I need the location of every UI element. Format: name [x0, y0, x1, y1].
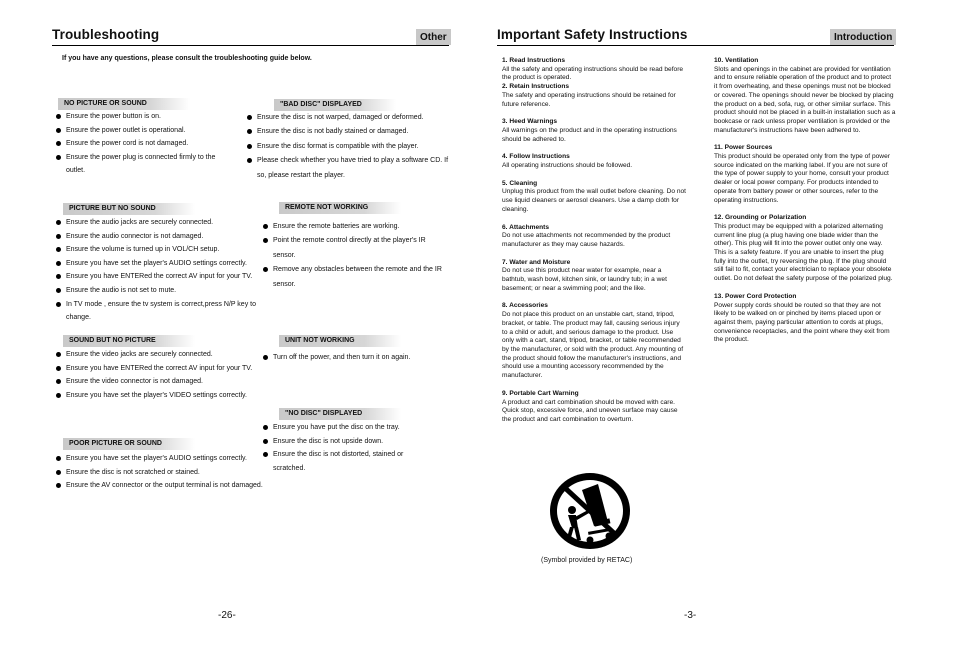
heading-no-picture-or-sound: NO PICTURE OR SOUND	[58, 98, 190, 110]
list-item: Ensure the power cord is not damaged.	[56, 137, 236, 151]
page-title-safety: Important Safety Instructions	[497, 27, 688, 42]
intro-text: If you have any questions, please consult the troubleshooting guide below.	[62, 55, 312, 62]
safety-item: 3. Heed Warnings All warnings on the product and in the operating instructions should be adhered to.	[502, 118, 677, 143]
list-unit-not-working	[263, 351, 453, 365]
safety-item: 12. Grounding or Polarization This product may be equipped with a polarized alternating current line plug (a plug having one blade wider than the other). This plug will fit into the power outlet only one way. This is a safety feature. If you are unable to insert the plug fully into the outlet, try reversing the plug. If the plug should still fail to fit, contact your electrician to replace your obsolete outlet. Do not defeat the safety purpose of the polarized plug.	[714, 214, 893, 283]
list-item: Ensure the disc is not warped, damaged or deformed.	[247, 111, 459, 125]
list-item: Ensure you have set the player's VIDEO settings correctly.	[56, 389, 271, 403]
safety-item: 2. Retain Instructions The safety and operating instructions should be retained for future reference.	[502, 83, 676, 108]
list-item: Ensure the disc format is compatible with the player.	[247, 140, 459, 154]
list-item: Ensure the power outlet is operational.	[56, 124, 236, 138]
safety-item: 10. Ventilation Slots and openings in the cabinet are provided for ventilation and to ensure reliable operation of the product and to protect it from overheating, and these openings must not be blocked or covered. The openings should never be blocked by placing the product on a bed, sofa, rug, or other similar surface. This product should not be placed in a built-in installation such as a bookcase or rack unless proper ventilation is provided or the manufacturer's instructions have been adhered to.	[714, 57, 896, 134]
safety-column-2	[714, 57, 896, 354]
heading-no-disc-displayed: "NO DISC" DISPLAYED	[279, 408, 401, 420]
list-item: Ensure you have ENTERed the correct AV input for your TV.	[56, 270, 268, 284]
list-item: Ensure the power button is on.	[56, 110, 236, 124]
list-item: Ensure the audio connector is not damaged.	[56, 230, 268, 244]
title-rule-right	[497, 45, 894, 46]
list-remote-not-working	[263, 220, 443, 292]
heading-poor-picture-or-sound: POOR PICTURE OR SOUND	[63, 438, 195, 450]
list-item: Ensure the power plug is connected firmly to the outlet.	[56, 151, 236, 178]
heading-bad-disc-displayed: "BAD DISC" DISPLAYED	[274, 99, 396, 111]
list-item: Ensure you have set the player's AUDIO settings correctly.	[56, 452, 268, 466]
list-item: Ensure you have ENTERed the correct AV input for your TV.	[56, 362, 271, 376]
safety-item: 8. Accessories Do not place this product on an unstable cart, stand, tripod, bracket, or table. The product may fall, causing serious injury to a child or adult, and serious damage to the product. Use only with a cart, stand, tripod, bracket, or table recommended by the manufacturer, or sold with the product. Any mounting of the product should follow the manufacturer's instructions, and should use a mounting accessory recommended by the manufacturer.	[502, 302, 684, 380]
symbol-caption: (Symbol provided by RETAC)	[541, 557, 633, 564]
safety-item: 11. Power Sources This product should be operated only from the type of power source indicated on the marking label. If you are not sure of the type of power supply to your home, consult your product dealer or local power company. For products intended to operate from battery power or other sources, refer to the operating instructions.	[714, 144, 890, 204]
safety-item: 5. Cleaning Unplug this product from the wall outlet before cleaning. Do not use liquid cleaners or aerosol cleaners. Use a damp cloth for cleaning.	[502, 179, 686, 213]
safety-item: 4. Follow Instructions All operating instructions should be followed.	[502, 153, 633, 170]
list-no-picture-or-sound	[56, 110, 236, 178]
list-item: Ensure the video jacks are securely connected.	[56, 348, 271, 362]
heading-picture-but-no-sound: PICTURE BUT NO SOUND	[63, 203, 195, 215]
section-tab-other: Other	[416, 29, 451, 45]
title-rule-left	[52, 45, 449, 46]
list-item: Please check whether you have tried to play a software CD. If so, please restart the player.	[247, 154, 459, 183]
safety-item: 1. Read Instructions All the safety and operating instructions should be read before the product is operated.	[502, 57, 684, 82]
safety-item: 7. Water and Moisture Do not use this product near water for example, near a bathtub, wash bowl, kitchen sink, or laundry tub; in a wet basement; or near a swimming pool; and the like.	[502, 258, 667, 292]
list-item: Ensure you have put the disc on the tray.	[263, 421, 423, 435]
heading-sound-but-no-picture: SOUND BUT NO PICTURE	[63, 335, 195, 347]
list-item: Ensure the audio is not set to mute.	[56, 284, 268, 298]
list-item: Point the remote control directly at the player's IR sensor.	[263, 234, 443, 263]
list-no-disc-displayed	[263, 421, 423, 475]
list-item: Ensure you have set the player's AUDIO settings correctly.	[56, 257, 268, 271]
safety-column-1	[502, 57, 686, 434]
list-item: Remove any obstacles between the remote and the IR sensor.	[263, 263, 443, 292]
list-item: Ensure the video connector is not damaged.	[56, 375, 271, 389]
safety-item: 9. Portable Cart Warning A product and cart combination should be moved with care. Quick stop, excessive force, and uneven surface may cause the product and cart combination to overturn.	[502, 389, 678, 423]
list-sound-but-no-picture	[56, 348, 271, 402]
list-item: Ensure the remote batteries are working.	[263, 220, 443, 234]
list-bad-disc-displayed	[247, 111, 459, 183]
page-number-left: -26-	[218, 610, 236, 621]
page-title-troubleshooting: Troubleshooting	[52, 27, 160, 42]
heading-unit-not-working: UNIT NOT WORKING	[279, 335, 401, 347]
list-item: Turn off the power, and then turn it on again.	[263, 351, 453, 365]
list-item: Ensure the AV connector or the output terminal is not damaged.	[56, 479, 268, 493]
page-number-right: -3-	[684, 610, 697, 621]
list-picture-but-no-sound	[56, 216, 268, 325]
list-poor-picture-or-sound	[56, 452, 268, 493]
list-item: Ensure the disc is not scratched or stained.	[56, 466, 268, 480]
list-item: In TV mode , ensure the tv system is correct,press N/P key to change.	[56, 298, 268, 325]
safety-item: 6. Attachments Do not use attachments not recommended by the product manufacturer as they may cause hazards.	[502, 223, 671, 248]
heading-remote-not-working: REMOTE NOT WORKING	[279, 202, 401, 214]
section-tab-introduction: Introduction	[830, 29, 896, 45]
list-item: Ensure the audio jacks are securely connected.	[56, 216, 268, 230]
list-item: Ensure the disc is not distorted, stained or scratched.	[263, 448, 423, 475]
safety-item: 13. Power Cord Protection Power supply cords should be routed so that they are not likely to be walked on or pinched by items placed upon or against them, paying particular attention to cords at plugs, convenience receptacles, and the point where they exit from the product.	[714, 292, 890, 344]
list-item: Ensure the volume is turned up in VOL/CH setup.	[56, 243, 268, 257]
cart-warning-symbol-icon	[546, 470, 634, 552]
list-item: Ensure the disc is not upside down.	[263, 435, 423, 449]
list-item: Ensure the disc is not badly stained or damaged.	[247, 125, 459, 139]
